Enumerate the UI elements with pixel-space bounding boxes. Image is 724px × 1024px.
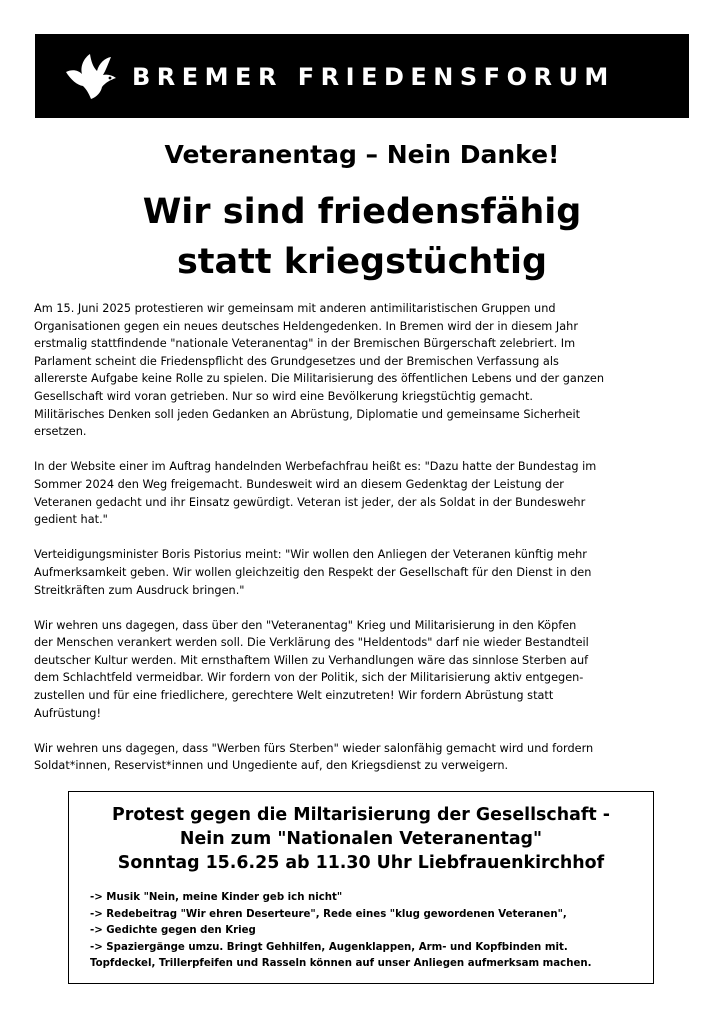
program-item: -> Gedichte gegen den Krieg <box>90 925 256 936</box>
program-item: -> Spaziergänge umzu. Bringt Gehhilfen, Augenklappen, Arm- und Kopfbinden mit. <box>90 941 568 953</box>
headline-line-1: Wir sind friedensfähig <box>142 192 582 232</box>
text-line: Wir wehren uns dagegen, dass über den "Veteranentag" Krieg und Militarisierung in den Köpfen <box>34 618 577 632</box>
paragraph-4 <box>34 617 694 723</box>
protest-title-line-1: Protest gegen die Miltarisierung der Gesellschaft - <box>112 805 610 825</box>
text-line: dem Schlachtfeld vermeidbar. Wir fordern von der Politik, sich der Militarisierung aktiv entgegen- <box>34 671 584 685</box>
protest-title-line-2: Nein zum "Nationalen Veteranentag" <box>179 829 543 849</box>
header-banner <box>35 34 689 118</box>
text-line: der Menschen verankert werden soll. Die Verklärung des "Heldentods" darf nie wieder Bestandteil <box>34 636 589 650</box>
text-line: Sommer 2024 den Weg freigemacht. Bundesweit wird an diesem Gedenktag der Leistung der <box>34 477 564 491</box>
text-line: Verteidigungsminister Boris Pistorius meint: "Wir wollen den Anliegen der Veteranen künftig mehr <box>34 548 587 562</box>
program-item: Topfdeckel, Trillerpfeifen und Rasseln können auf unser Anliegen aufmerksam machen. <box>90 958 592 969</box>
org-name: BREMER FRIEDENSFORUM <box>132 63 615 91</box>
program-item: -> Musik "Nein, meine Kinder geb ich nicht" <box>90 892 343 903</box>
text-line: ersetzen. <box>34 425 87 439</box>
program-item: -> Redebeitrag "Wir ehren Deserteure", Rede eines "klug gewordenen Veteranen", <box>90 908 567 920</box>
text-line: allererste Aufgabe keine Rolle zu spielen. Die Militarisierung des öffentlichen Lebens und der ganzen <box>34 372 605 386</box>
protest-date-location: Sonntag 15.6.25 ab 11.30 Uhr Liebfrauenkirchhof <box>117 853 605 873</box>
text-line: Gesellschaft wird voran getrieben. Nur so wird eine Bevölkerung kriegstüchtig gemacht. <box>34 389 533 403</box>
text-line: Aufrüstung! <box>34 706 102 720</box>
protest-box <box>68 791 654 984</box>
text-line: In der Website einer im Auftrag handelnden Werbefachfrau heißt es: "Dazu hatte der Bundestag im <box>34 460 597 474</box>
text-line: zustellen und für eine friedlichere, gerechtere Welt einzutreten! Wir fordern Abrüstung statt <box>34 689 554 703</box>
text-line: Organisationen gegen ein neues deutsches Heldengedenken. In Bremen wird der in diesem Jahr <box>34 319 578 333</box>
text-line: Streitkräften zum Ausdruck bringen." <box>34 583 245 597</box>
paragraph-3 <box>34 546 694 599</box>
text-line: deutscher Kultur werden. Mit ernsthaftem Willen zu Verhandlungen wäre das sinnlose Sterben auf <box>34 653 589 667</box>
paragraph-1 <box>34 300 694 441</box>
text-line: Militärisches Denken soll jeden Gedanken an Abrüstung, Diplomatie und gemeinsame Sicherheit <box>34 407 581 421</box>
headline-line-2: statt kriegstüchtig <box>176 242 548 282</box>
body-text <box>34 300 694 793</box>
paragraph-2 <box>34 458 694 528</box>
subtitle: Veteranentag – Nein Danke! <box>164 140 560 169</box>
program-list <box>90 890 650 973</box>
text-line: Soldat*innen, Reservist*innen und Ungediente auf, den Kriegsdienst zu verweigern. <box>34 759 509 773</box>
text-line: erstmalig stattfindende "nationale Veteranentag" in der Bremischen Bürgerschaft zelebriert. Im <box>34 337 576 351</box>
paragraph-5 <box>34 740 694 775</box>
text-line: gedient hat." <box>34 513 108 527</box>
dove-icon <box>63 52 119 102</box>
text-line: Veteranen gedacht und ihr Einsatz gewürdigt. Veteran ist jeder, der als Soldat in der Bundeswehr <box>34 495 586 509</box>
text-line: Wir wehren uns dagegen, dass "Werben fürs Sterben" wieder salonfähig gemacht wird und fordern <box>34 741 594 755</box>
text-line: Aufmerksamkeit geben. Wir wollen gleichzeitig den Respekt der Gesellschaft für den Dienst in den <box>34 565 592 579</box>
text-line: Parlament scheint die Friedenspflicht des Grundgesetzes und der Bremischen Verfassung als <box>34 354 559 368</box>
text-line: Am 15. Juni 2025 protestieren wir gemeinsam mit anderen antimilitaristischen Gruppen und <box>34 302 556 315</box>
